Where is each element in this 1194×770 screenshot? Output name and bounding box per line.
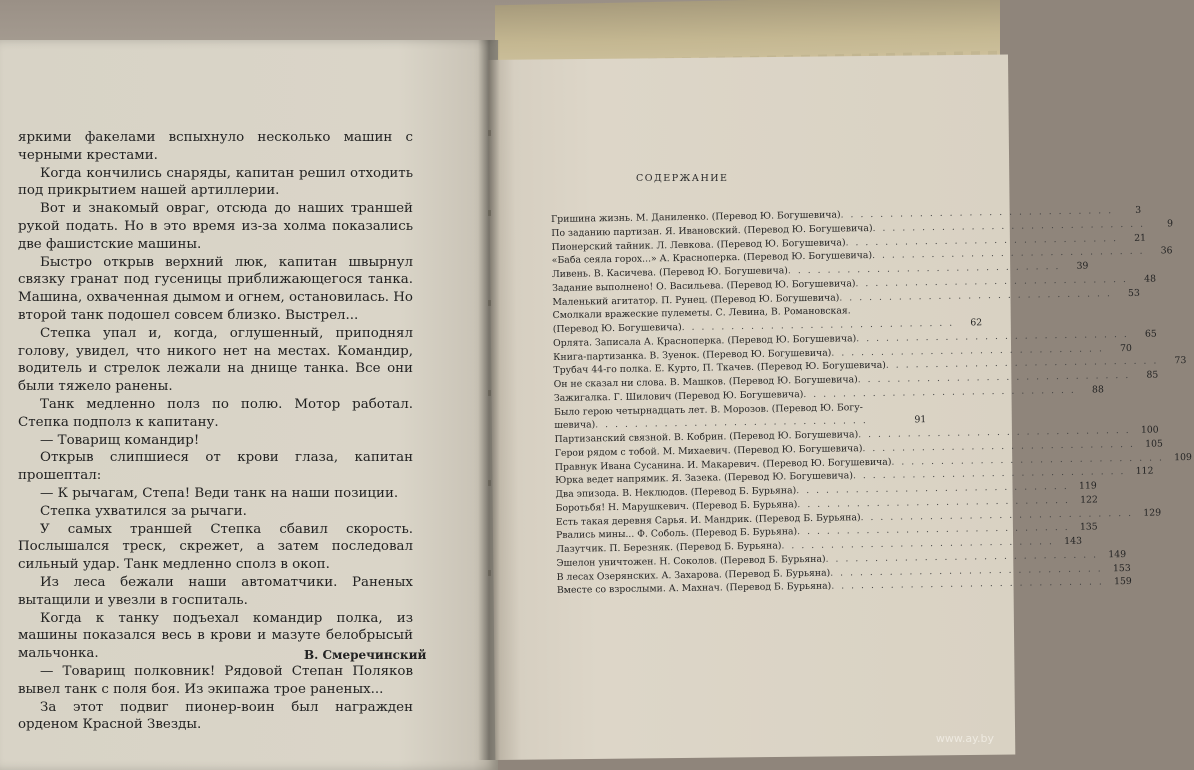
toc-entry-title: Боротьбя! Н. Марушкевич. (Перевод Б. Бурьяна) bbox=[555, 498, 798, 514]
toc-leader-dots: . . . . . . . . . . . . . . . . . . . . . . . . . . . . bbox=[862, 438, 1136, 454]
toc-leader-dots: . . . . . . . . . . . . . . . . . . . . . . . . . . . . bbox=[840, 205, 1114, 221]
toc-entry-page: 135 bbox=[1079, 521, 1098, 533]
toc-entry-page: 85 bbox=[1146, 369, 1159, 381]
toc-entry-title: Два эпизода. В. Неклюдов. (Перевод Б. Бурьяна) bbox=[555, 485, 797, 500]
toc-leader-dots: . . . . . . . . . . . . . . . . . . . . . . . . . . . . bbox=[825, 549, 1099, 565]
toc-entry-title: Трубач 44-го полка. Е. Курто, П. Ткачев. (Перевод Ю. Богушевича) bbox=[553, 360, 886, 377]
toc-leader-dots: . . . . . . . . . . . . . . . . . . . . . . . . . . . . bbox=[872, 218, 1146, 234]
toc-entry-title: Книга-партизанка. В. Зуенок. (Перевод Ю. Богушевича) bbox=[553, 347, 832, 363]
story-author: В. Смеречинский bbox=[304, 648, 427, 662]
toc-leader-dots: . . . . . . . . . . . . . . . . . . . . . . . . . . . . bbox=[781, 536, 1055, 552]
toc-entry-title: Орлята. Записала А. Красноперка. (Перевод Ю. Богушевича) bbox=[552, 332, 857, 349]
toc-entry-title: Пионерский тайник. Л. Левкова. (Перевод Ю. Богушевича) bbox=[551, 236, 846, 253]
toc-leader-dots: . . . . . . . . . . . . . . . . . . . . . . . . . . . . bbox=[860, 507, 1134, 523]
toc-leader-dots: . . . . . . . . . . . . . . . . . . . . . . . . . . . . bbox=[797, 522, 1070, 538]
toc-entry-page: 9 bbox=[1167, 217, 1174, 230]
toc-leader-dots: . . . . . . . . . . . . . . . . . . . . . . . . . . . . bbox=[831, 576, 1104, 592]
toc-leader-dots: . . . . . . . . . . . . . . . . . . . . . . . . . . . . bbox=[681, 317, 955, 333]
toc-entry-title: Ливень. В. Касичева. (Перевод Ю. Богушевича) bbox=[551, 265, 788, 280]
toc-entry-page: 70 bbox=[1119, 342, 1132, 354]
story-paragraph: яркими факелами вспыхнуло несколько машин с черными крестами. bbox=[18, 130, 413, 163]
toc-leader-dots: . . . . . . . . . . . . . . . . . . . . . . . . . . . . bbox=[796, 480, 1069, 497]
toc-leader-dots: . . . . . . . . . . . . . . . . . . . . . . . . . . . . bbox=[891, 451, 1165, 468]
toc-leader-dots: . . . . . . . . . . . . . . . . . . . . . . . . . . . . bbox=[787, 261, 1061, 277]
toc-entry-page: 109 bbox=[1174, 451, 1193, 463]
contents-heading: СОДЕРЖАНИЕ bbox=[636, 173, 729, 184]
toc-entry-page: 21 bbox=[1134, 232, 1147, 244]
toc-entry-title: Партизанский связной. В. Кобрин. (Перевод Ю. Богушевича) bbox=[554, 429, 859, 445]
toc-entry-page: 159 bbox=[1113, 576, 1132, 588]
toc-leader-dots: . . . . . . . . . . . . . . . . . . . . . . . . . . . . bbox=[871, 245, 1145, 262]
toc-leader-dots: . . . . . . . . . . . . . . . . . . . . . . . . . . . . bbox=[856, 328, 1129, 344]
toc-entry-title: В лесах Озерянских. А. Захарова. (Перевод Б. Бурьяна) bbox=[556, 567, 831, 583]
toc-entry-title: Гришина жизнь. М. Даниленко. (Перевод Ю. Богушевича) bbox=[551, 209, 841, 225]
toc-entry-title: Маленький агитатор. П. Рунец. (Перевод Ю. Богушевича) bbox=[552, 291, 840, 308]
toc-entry-title: «Баба сеяла горох...» А. Красноперка. (Перевод Ю. Богушевича) bbox=[551, 250, 873, 267]
table-of-contents bbox=[551, 204, 1193, 598]
story-paragraph: Степка упал и, когда, оглушенный, приподнял голову, увидел, что никого нет на местах. Командир, водитель и стрелок лежали на днище танка. Все они были тяжело ранены. bbox=[18, 325, 413, 395]
toc-entry-page: 105 bbox=[1145, 438, 1164, 450]
toc-leader-dots: . . . . . . . . . . . . . . . . . . . . . . . . . . . . bbox=[857, 369, 1131, 386]
toc-entry-page: 88 bbox=[1091, 384, 1104, 396]
story-paragraph: Когда к танку подъехал командир полка, из машины показался весь в крови и мазуте белобрысый мальчонка. bbox=[18, 610, 413, 662]
toc-entry-title: Задание выполнено! О. Васильева. (Перевод Ю. Богушевича) bbox=[552, 277, 856, 294]
toc-entry-title: Вместе со взрослыми. А. Махнач. (Перевод Б. Бурьяна) bbox=[556, 580, 832, 597]
toc-entry-title: шевича) bbox=[554, 419, 596, 432]
toc-leader-dots: . . . . . . . . . . . . . . . . . . . . . . . . . . . . bbox=[855, 273, 1129, 289]
story-paragraph: Степка ухватился за рычаги. bbox=[40, 503, 247, 519]
toc-leader-dots: . . . . . . . . . . . . . . . . . . . . . . . . . . . . bbox=[803, 384, 1076, 400]
story-text bbox=[18, 129, 413, 734]
toc-leader-dots: . . . . . . . . . . . . . . . . . . . . . . . . . . . . bbox=[845, 232, 1119, 248]
toc-entry-page: 3 bbox=[1135, 204, 1142, 216]
toc-leader-dots: . . . . . . . . . . . . . . . . . . . . . . . . . . . . bbox=[858, 424, 1131, 441]
story-paragraph: — Товарищ полковник! Рядовой Степан Поляков вывел танк с поля боя. Из экипажа трое раненых... bbox=[18, 663, 413, 697]
book-spine-gutter bbox=[478, 40, 500, 760]
toc-leader-dots: . . . . . . . . . . . . . . . . . . . . . . . . . . . . bbox=[839, 287, 1112, 303]
toc-entry-title: Он не сказал ни слова. В. Машков. (Перевод Ю. Богушевича) bbox=[553, 374, 858, 390]
toc-entry-title: Эшелон уничтожен. Н. Соколов. (Перевод Б. Бурьяна) bbox=[556, 553, 826, 569]
story-paragraph: Вот и знакомый овраг, отсюда до наших траншей рукой подать. Но в это время из-за холма показались две фашистские машины. bbox=[18, 201, 413, 252]
toc-entry-page: 129 bbox=[1143, 506, 1162, 519]
toc-entry-title: Правнук Ивана Сусанина. И. Макаревич. (Перевод Ю. Богушевича) bbox=[554, 456, 892, 473]
toc-entry-title: Лазутчик. П. Березняк. (Перевод Б. Бурьяна) bbox=[556, 540, 782, 555]
toc-entry-title: (Перевод Ю. Богушевича) bbox=[552, 321, 682, 335]
toc-entry-page: 73 bbox=[1174, 355, 1187, 367]
toc-entry-page: 153 bbox=[1112, 562, 1131, 574]
toc-entry-title: Герои рядом с тобой. М. Михаевич. (Перевод Ю. Богушевича) bbox=[554, 442, 863, 459]
toc-leader-dots: . . . . . . . . . . . . . . . . . . . . . . . . . . . . bbox=[797, 494, 1070, 510]
toc-entry-page: 62 bbox=[970, 317, 983, 329]
story-paragraph: — К рычагам, Степа! Веди танк на наши позиции. bbox=[40, 485, 399, 501]
toc-entry-page: 36 bbox=[1160, 245, 1173, 257]
toc-entry-title: Было герою четырнадцать лет. В. Морозов. (Перевод Ю. Богу- bbox=[554, 401, 863, 418]
toc-entry-title: Есть такая деревня Сарья. И. Мандрик. (Перевод Б. Бурьяна) bbox=[555, 511, 861, 528]
story-paragraph: У самых траншей Степка сбавил скорость. Послышался треск, скрежет, а затем последовал сильный удар. Танк медленно сполз в окоп. bbox=[18, 521, 413, 573]
toc-entry-page: 91 bbox=[914, 414, 927, 426]
toc-entry-page: 65 bbox=[1144, 328, 1157, 340]
toc-entry-page: 122 bbox=[1080, 494, 1098, 506]
toc-entry-page: 39 bbox=[1076, 260, 1089, 272]
story-paragraph: Когда кончились снаряды, капитан решил отходить под прикрытием нашей артиллерии. bbox=[18, 165, 413, 199]
story-paragraph: Открыв слипшиеся от крови глаза, капитан прошептал: bbox=[18, 450, 413, 484]
story-paragraph: Быстро открыв верхний люк, капитан швырнул связку гранат под гусеницы приближающегося танка. Машина, охваченная дымом и огнем, остановилась. Но второй танк подошел совсем близко. Выстрел... bbox=[18, 254, 413, 323]
toc-leader-dots: . . . . . . . . . . . . . . . . . . . . . . . . . . . . bbox=[831, 342, 1104, 359]
story-paragraph: Из леса бежали наши автоматчики. Раненых вытащили и увезли в госпиталь. bbox=[18, 574, 413, 608]
toc-entry-page: 149 bbox=[1108, 548, 1127, 561]
story-paragraph: Танк медленно полз по полю. Мотор работал. Степка подполз к капитану. bbox=[18, 396, 413, 430]
toc-entry-page: 100 bbox=[1140, 424, 1159, 436]
toc-entry-page: 48 bbox=[1144, 273, 1157, 285]
toc-leader-dots: . . . . . . . . . . . . . . . . . . . . . . . . . . . . bbox=[885, 355, 1159, 372]
story-paragraph: — Товарищ командир! bbox=[40, 432, 200, 448]
toc-entry-title: По заданию партизан. Я. Ивановский. (Перевод Ю. Богушевича) bbox=[551, 222, 873, 239]
toc-entry-page: 53 bbox=[1127, 287, 1140, 299]
toc-entry-page: 119 bbox=[1078, 480, 1097, 492]
toc-leader-dots: . . . . . . . . . . . . . . . . . . . . . . . . . . . . bbox=[830, 562, 1103, 579]
toc-entry-title: Юрка ведет напрямик. Я. Зазека. (Перевод Ю. Богушевича) bbox=[555, 470, 854, 487]
watermark: www.ay.by bbox=[935, 732, 994, 745]
toc-entry-page: 112 bbox=[1135, 465, 1154, 478]
toc-leader-dots: . . . . . . . . . . . . . . . . . . . . . . . . . . . . bbox=[595, 415, 868, 431]
toc-entry-title: Зажигалка. Г. Шилович (Перевод Ю. Богушевича) bbox=[553, 388, 804, 404]
story-paragraph: За этот подвиг пионер-воин был награжден орденом Красной Звезды. bbox=[18, 699, 413, 733]
toc-entry-title: Смолкали вражеские пулеметы. С. Левина, В. Романовская. bbox=[552, 305, 851, 322]
toc-leader-dots: . . . . . . . . . . . . . . . . . . . . . . . . . . . . bbox=[852, 466, 1126, 482]
toc-entry-title: Рвались мины... Ф. Соболь. (Перевод Б. Бурьяна) bbox=[555, 526, 798, 542]
toc-entry-page: 143 bbox=[1064, 535, 1083, 547]
